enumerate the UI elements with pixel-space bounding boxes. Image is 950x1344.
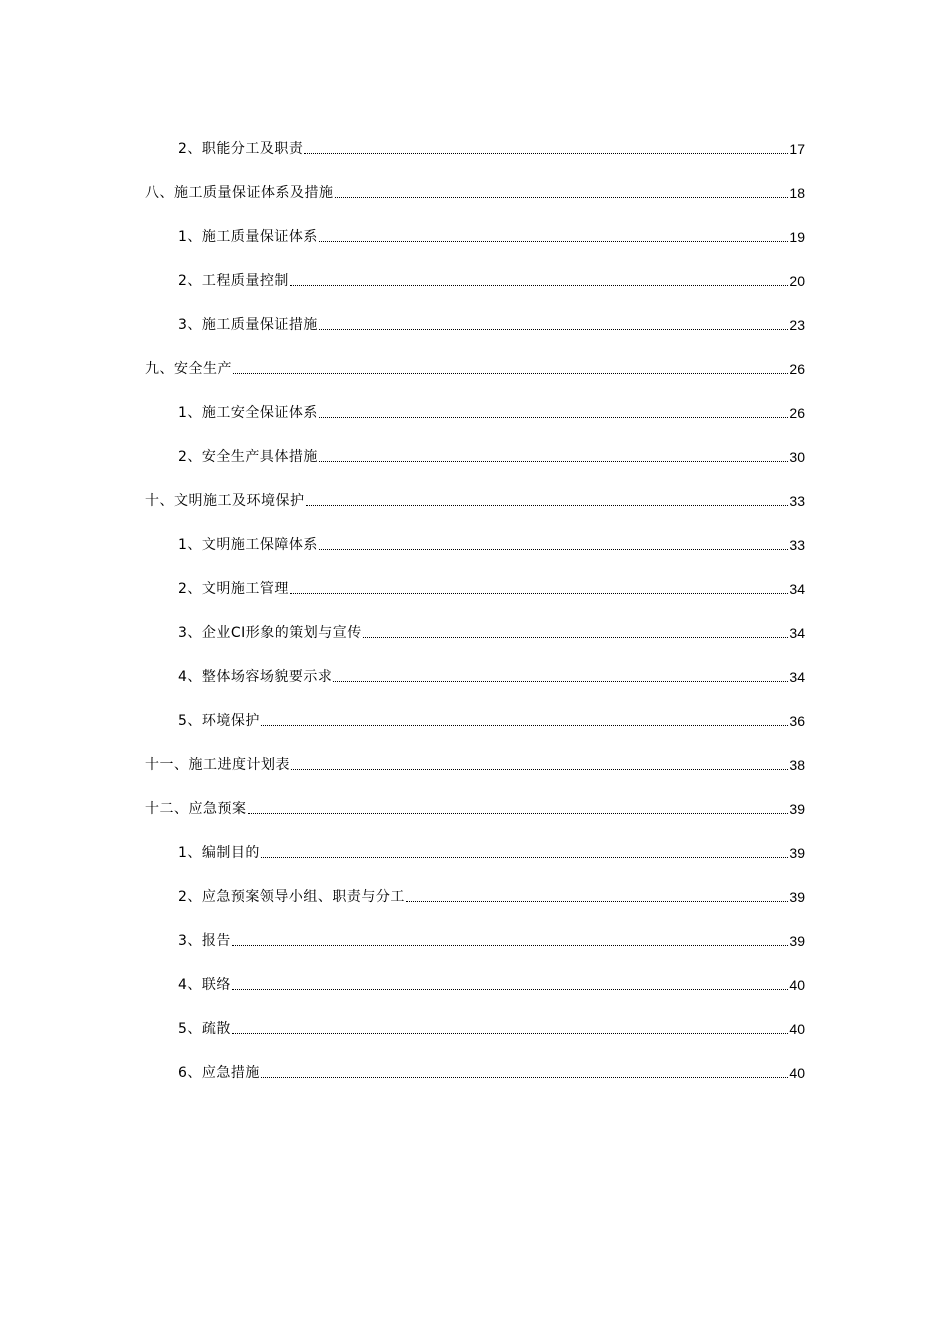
toc-entry[interactable] [0,643,950,687]
toc-entry-title: 1、文明施工保障体系 [178,537,318,553]
toc-entry-page-number: 20 [789,273,805,289]
toc-entry-page-number: 40 [789,1021,805,1037]
toc-entry-title: 2、应急预案领导小组、职责与分工 [178,889,405,905]
toc-entry[interactable] [0,775,950,819]
toc-entry-title: 1、施工安全保证体系 [178,405,318,421]
toc-dot-leader [319,327,789,330]
toc-entry-page-number: 18 [789,185,805,201]
toc-dot-leader [290,283,789,286]
toc-dot-leader [261,723,789,726]
toc-dot-leader [261,855,789,858]
toc-entry[interactable] [0,379,950,423]
toc-entry-page-number: 39 [789,933,805,949]
toc-entry-page-number: 23 [789,317,805,333]
toc-dot-leader [232,943,789,946]
toc-entry-title: 1、施工质量保证体系 [178,229,318,245]
toc-entry[interactable] [0,247,950,291]
toc-entry[interactable] [0,819,950,863]
toc-entry-title: 3、企业CI形象的策划与宣传 [178,625,362,641]
toc-entry[interactable] [0,511,950,555]
toc-entry-title: 1、编制目的 [178,845,260,861]
toc-entry-page-number: 40 [789,977,805,993]
toc-entry-title: 十一、施工进度计划表 [145,757,290,773]
toc-dot-leader [319,239,789,242]
toc-entry-title: 4、联络 [178,977,231,993]
toc-dot-leader [335,195,789,198]
toc-dot-leader [232,1031,789,1034]
toc-entry-page-number: 39 [789,845,805,861]
toc-dot-leader [306,503,789,506]
toc-entry-title: 4、整体场容场貌要示求 [178,669,333,685]
toc-entry-page-number: 39 [789,889,805,905]
toc-dot-leader [291,767,788,770]
toc-entry-title: 2、职能分工及职责 [178,141,304,157]
toc-entry[interactable] [0,335,950,379]
toc-entry-page-number: 17 [789,141,805,157]
toc-entry-page-number: 26 [789,361,805,377]
toc-dot-leader [333,679,788,682]
toc-dot-leader [319,547,789,550]
toc-entry-page-number: 33 [789,493,805,509]
toc-entry[interactable] [0,159,950,203]
toc-dot-leader [363,635,789,638]
toc-entry[interactable] [0,203,950,247]
toc-entry[interactable] [0,467,950,511]
toc-dot-leader [232,987,789,990]
toc-dot-leader [304,151,788,154]
toc-entry-title: 九、安全生产 [145,361,232,377]
toc-entry-title: 十、文明施工及环境保护 [145,493,305,509]
toc-entry[interactable] [0,423,950,467]
toc-dot-leader [319,415,789,418]
toc-entry-page-number: 34 [789,581,805,597]
toc-entry[interactable] [0,115,950,159]
toc-dot-leader [248,811,789,814]
toc-entry-page-number: 39 [789,801,805,817]
toc-entry-title: 十二、应急预案 [145,801,247,817]
toc-entry[interactable] [0,687,950,731]
toc-entry-title: 3、报告 [178,933,231,949]
toc-entry-page-number: 19 [789,229,805,245]
toc-entry-page-number: 34 [789,625,805,641]
toc-entry-page-number: 33 [789,537,805,553]
toc-entry-title: 5、疏散 [178,1021,231,1037]
toc-entry-page-number: 34 [789,669,805,685]
toc-entry-page-number: 36 [789,713,805,729]
toc-dot-leader [406,899,789,902]
toc-entry-title: 八、施工质量保证体系及措施 [145,185,334,201]
toc-entry-title: 2、文明施工管理 [178,581,289,597]
toc-entry[interactable] [0,907,950,951]
toc-entry[interactable] [0,731,950,775]
toc-entry-title: 5、环境保护 [178,713,260,729]
toc-entry-page-number: 26 [789,405,805,421]
toc-entry-page-number: 38 [789,757,805,773]
toc-entry[interactable] [0,995,950,1039]
toc-entry-page-number: 40 [789,1065,805,1081]
toc-entry-page-number: 30 [789,449,805,465]
toc-entry[interactable] [0,951,950,995]
toc-entry-title: 6、应急措施 [178,1065,260,1081]
toc-entry[interactable] [0,555,950,599]
toc-dot-leader [261,1075,789,1078]
toc-entry-title: 3、施工质量保证措施 [178,317,318,333]
toc-dot-leader [319,459,789,462]
toc-entry[interactable] [0,1039,950,1083]
toc-entry[interactable] [0,291,950,335]
toc-entry-title: 2、工程质量控制 [178,273,289,289]
table-of-contents [0,115,950,1083]
toc-dot-leader [233,371,788,374]
toc-entry-title: 2、安全生产具体措施 [178,449,318,465]
toc-entry[interactable] [0,863,950,907]
toc-entry[interactable] [0,599,950,643]
toc-dot-leader [290,591,789,594]
